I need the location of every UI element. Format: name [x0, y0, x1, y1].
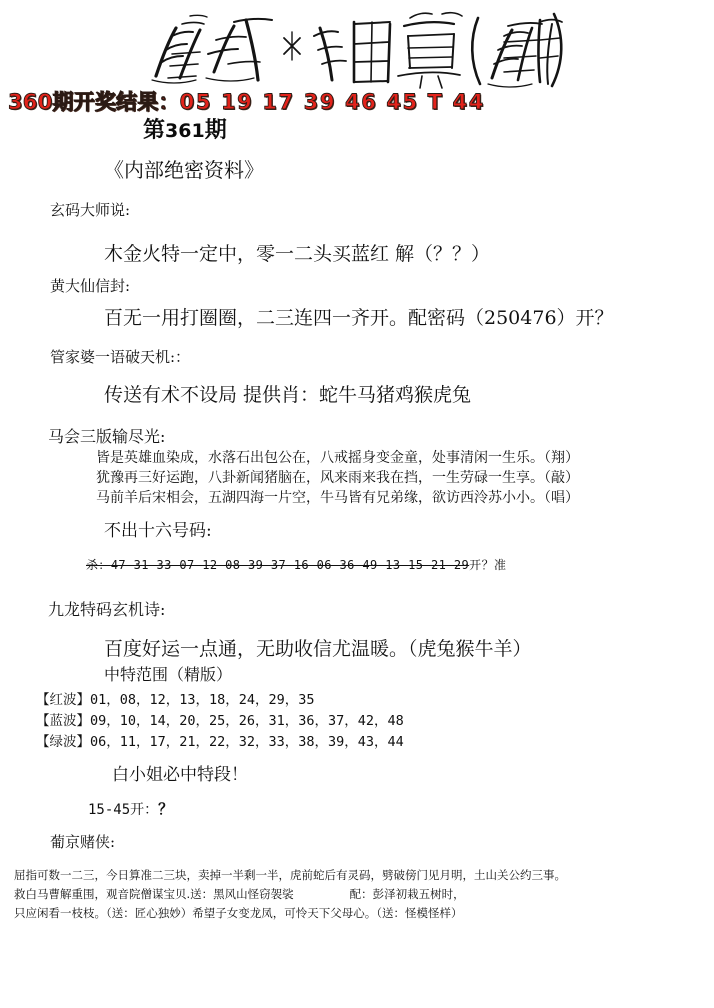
open-range-line [88, 798, 173, 819]
footer-line-1: 屈指可数一二三，今日算准二三块，卖掉一半剩一半，虎前蛇后有灵码，劈破傍门见月明，土山关公约三事。 [14, 868, 566, 882]
mahui-poem-line-1: 皆是英雄血染成，水落石出包公在，八戒摇身变金童，处事清闲一生乐。（翔） [96, 450, 579, 466]
footer-line-2 [14, 885, 566, 904]
issue-number-line [143, 113, 227, 144]
footer-line-3: 只应闲看一枝枝。（送：匠心独妙）希望子女变龙凤，可怜天下父母心。（送：怪模怪样） [14, 906, 463, 920]
section-label-huangdaxian: 黄大仙信封: [50, 277, 131, 295]
wave-row-red [36, 690, 404, 711]
miss-bai-line: 白小姐必中特段！ [112, 765, 248, 785]
section-label-mahui: 马会三版输尽光: [48, 427, 166, 446]
issue-number: 361 [165, 120, 205, 142]
red-wave-numbers: 01，08，12，13，18，24，29，35 [90, 692, 315, 708]
range-heading: 中特范围（精版） [104, 665, 233, 684]
verse-jiulong: 百度好运一点通，无助收信尤温暖。（虎兔猴牛羊） [104, 638, 532, 660]
wave-number-list [36, 690, 404, 753]
red-wave-tag: 【红波】 [36, 692, 90, 708]
section-label-master: 玄码大师说: [50, 201, 131, 219]
wave-row-green [36, 732, 404, 753]
issue-suffix: 期 [204, 118, 227, 143]
draw-results-prefix: 360期开奖结果： [8, 90, 180, 114]
heading-no-sixteen: 不出十六号码: [104, 521, 212, 541]
wave-row-blue [36, 711, 404, 732]
document-title: 《内部绝密资料》 [104, 158, 264, 182]
kill-numbers: 47 31 33 07 12 08 39 37 16 06 36 49 13 15 21 29 [110, 558, 470, 572]
footer-line-2b: 配：彭泽初栽五树时， [349, 887, 465, 901]
verse-master: 木金火特一定中，零一二头买蓝红 解（？？） [104, 243, 491, 265]
section-label-jiulong: 九龙特码玄机诗: [48, 600, 166, 619]
kill-tail: 开？准 [469, 558, 507, 572]
open-range-value: ？ [158, 800, 174, 818]
kill-numbers-line [86, 556, 506, 573]
mahui-poem-line-3: 马前羊后宋相会，五湖四海一片空，牛马皆有兄弟缘，欲访西泠苏小小。（唱） [96, 490, 579, 506]
green-wave-numbers: 06，11，17，21，22，32，33，38，39，43，44 [90, 734, 404, 750]
footer-line-2a: 救白马曹解重围，观音院僧谋宝贝.送：黑风山怪窃袈裟 [14, 887, 294, 901]
draw-results-numbers: 05 19 17 39 46 45 T 44 [179, 90, 485, 114]
blue-wave-tag: 【蓝波】 [36, 713, 90, 729]
green-wave-tag: 【绿波】 [36, 734, 90, 750]
kill-label: 杀： [86, 558, 111, 572]
issue-prefix: 第 [143, 118, 166, 143]
footer-text-block [14, 866, 566, 923]
draw-results-line [8, 86, 485, 116]
mahui-poem-line-2: 犹豫再三好运跑，八卦新闻猪脑在，风来雨来我在挡，一生劳碌一生享。（敲） [96, 470, 579, 486]
blue-wave-numbers: 09，10，14，20，25，26，31，36，37，42，48 [90, 713, 404, 729]
section-label-pujing: 葡京赌侠: [50, 833, 116, 851]
section-label-guanjiapo: 管家婆一语破天机:： [50, 348, 191, 366]
mahui-poem-block [96, 448, 579, 508]
open-range-label: 15-45开： [88, 802, 159, 818]
verse-huangdaxian: 百无一用打圈圈，二三连四一齐开。配密码（250476）开？ [104, 307, 614, 329]
verse-guanjiapo: 传送有术不设局 提供肖：蛇牛马猪鸡猴虎兔 [104, 384, 472, 406]
masthead-calligraphy-logo [142, 6, 567, 92]
